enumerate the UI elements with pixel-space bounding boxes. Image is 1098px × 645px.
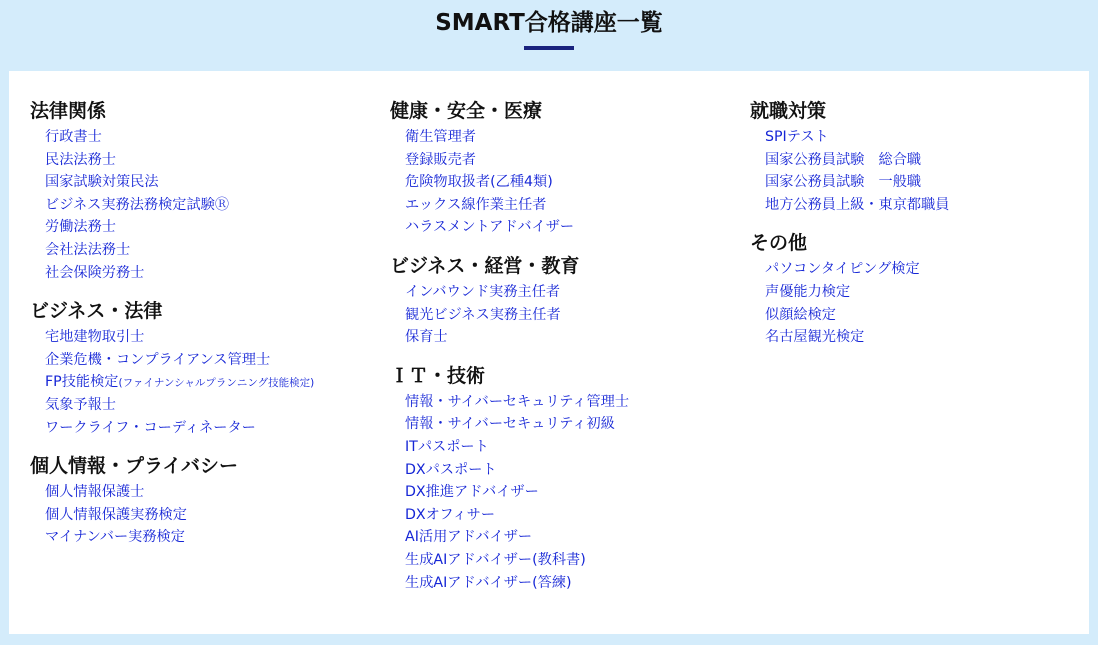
category-section — [390, 361, 730, 594]
course-list-item — [45, 216, 370, 239]
course-list — [30, 481, 370, 549]
course-link[interactable]: 生成AIアドバイザー(教科書) — [405, 551, 586, 568]
course-list — [30, 326, 370, 439]
course-link[interactable]: 行政書士 — [45, 129, 102, 145]
course-list-item — [405, 504, 730, 527]
category-heading: 個人情報・プライバシー — [30, 455, 239, 478]
course-link[interactable]: 地方公務員上級・東京都職員 — [765, 196, 950, 213]
course-list-item — [765, 194, 1090, 217]
course-list-item — [45, 171, 370, 194]
column-1 — [30, 96, 370, 561]
course-list-item — [405, 436, 730, 459]
category-section — [750, 228, 1090, 348]
course-link[interactable]: SPIテスト — [765, 129, 829, 145]
course-list-item — [45, 194, 370, 217]
course-list-item — [405, 572, 730, 595]
course-link[interactable]: インバウンド実務主任者 — [405, 283, 561, 300]
course-list-item — [45, 394, 370, 417]
course-link[interactable]: 宅地建物取引士 — [45, 329, 145, 346]
course-list-item — [405, 216, 730, 239]
category-heading: 法律関係 — [30, 100, 107, 122]
course-link[interactable]: AI活用アドバイザー — [405, 529, 533, 546]
category-heading: 就職対策 — [750, 100, 827, 122]
course-list-item — [405, 171, 730, 194]
course-link[interactable]: DXオフィサー — [405, 506, 496, 523]
course-list-item — [405, 281, 730, 304]
course-link[interactable]: 個人情報保護士 — [45, 484, 145, 501]
category-section — [390, 251, 730, 349]
course-link[interactable]: 保育士 — [405, 329, 448, 346]
course-link[interactable]: 国家試験対策民法 — [45, 174, 159, 191]
course-link[interactable]: FP技能検定(ファイナンシャルプランニング技能検定) — [45, 374, 315, 391]
course-link[interactable]: ハラスメントアドバイザー — [405, 219, 575, 236]
course-list-item — [45, 326, 370, 349]
course-list — [30, 126, 370, 284]
course-link[interactable]: 情報・サイバーセキュリティ管理士 — [405, 393, 630, 410]
title-underline — [524, 46, 574, 50]
course-link[interactable]: エックス線作業主任者 — [405, 196, 547, 213]
category-section — [750, 96, 1090, 216]
category-section — [390, 96, 730, 239]
course-link[interactable]: 気象予報士 — [45, 396, 116, 413]
course-list — [390, 126, 730, 239]
column-2 — [390, 96, 730, 606]
course-list-item — [45, 349, 370, 372]
course-link-suffix: (ファイナンシャルプランニング技能検定) — [118, 377, 315, 390]
course-link[interactable]: 名古屋観光検定 — [765, 329, 865, 346]
course-list-item — [765, 258, 1090, 281]
course-list-item — [45, 239, 370, 262]
course-list-item — [405, 194, 730, 217]
course-list-item — [765, 326, 1090, 349]
category-section — [30, 96, 370, 284]
course-list — [390, 281, 730, 349]
course-link[interactable]: 労働法務士 — [45, 219, 116, 236]
course-list-item — [405, 413, 730, 436]
course-link[interactable]: DXパスポート — [405, 461, 497, 478]
course-list-item — [45, 481, 370, 504]
course-link[interactable]: ビジネス実務法務検定試験Ⓡ — [45, 196, 230, 213]
category-heading: ビジネス・経営・教育 — [390, 254, 580, 277]
course-list-item — [765, 149, 1090, 172]
course-list-item — [405, 549, 730, 572]
course-link[interactable]: 衛生管理者 — [405, 129, 476, 145]
course-list-item — [45, 417, 370, 440]
course-list-item — [45, 526, 370, 549]
course-link[interactable]: 生成AIアドバイザー(答練) — [405, 574, 572, 591]
category-section — [30, 296, 370, 439]
course-link[interactable]: マイナンバー実務検定 — [45, 529, 185, 546]
course-link[interactable]: パソコンタイピング検定 — [765, 261, 920, 278]
course-link[interactable]: 声優能力検定 — [765, 283, 851, 300]
category-heading: ビジネス・法律 — [30, 300, 163, 323]
course-list — [390, 391, 730, 594]
course-link[interactable]: 登録販売者 — [405, 151, 476, 168]
course-list-item — [405, 149, 730, 172]
course-list-item — [45, 371, 370, 394]
course-link[interactable]: ITパスポート — [405, 438, 489, 455]
course-link[interactable]: DX推進アドバイザー — [405, 484, 539, 501]
course-list — [750, 126, 1090, 216]
category-heading: ＩＴ・技術 — [390, 364, 486, 387]
course-list-panel — [9, 71, 1089, 634]
course-link[interactable]: 社会保険労務士 — [45, 264, 145, 281]
course-list-item — [405, 391, 730, 414]
course-list-item — [405, 126, 730, 149]
course-link[interactable]: 民法法務士 — [45, 151, 116, 168]
category-heading: 健康・安全・医療 — [390, 100, 543, 122]
course-list-item — [405, 459, 730, 482]
course-list — [750, 258, 1090, 348]
course-link[interactable]: 企業危機・コンプライアンス管理士 — [45, 351, 271, 368]
course-link[interactable]: 似顔絵検定 — [765, 306, 836, 323]
course-list-item — [405, 481, 730, 504]
course-list-item — [405, 304, 730, 327]
page-title: SMART合格講座一覧 — [435, 10, 663, 36]
course-list-item — [45, 262, 370, 285]
course-link[interactable]: 国家公務員試験 一般職 — [765, 174, 922, 191]
category-heading: その他 — [750, 232, 808, 255]
category-section — [30, 451, 370, 549]
course-list-item — [45, 126, 370, 149]
course-link[interactable]: ワークライフ・コーディネーター — [45, 419, 256, 436]
course-list-item — [45, 504, 370, 527]
course-list-item — [405, 526, 730, 549]
course-link[interactable]: 個人情報保護実務検定 — [45, 506, 187, 523]
course-list-item — [765, 171, 1090, 194]
course-link[interactable]: 危険物取扱者(乙種4類) — [405, 174, 553, 191]
course-list-item — [765, 281, 1090, 304]
column-3 — [750, 96, 1090, 361]
course-list-item — [765, 304, 1090, 327]
course-list-item — [765, 126, 1090, 149]
course-link[interactable]: 会社法法務士 — [45, 241, 131, 258]
course-list-item — [45, 149, 370, 172]
course-link[interactable]: 観光ビジネス実務主任者 — [405, 306, 561, 323]
course-list-item — [405, 326, 730, 349]
course-link[interactable]: 情報・サイバーセキュリティ初級 — [405, 416, 615, 433]
course-link[interactable]: 国家公務員試験 総合職 — [765, 151, 922, 168]
